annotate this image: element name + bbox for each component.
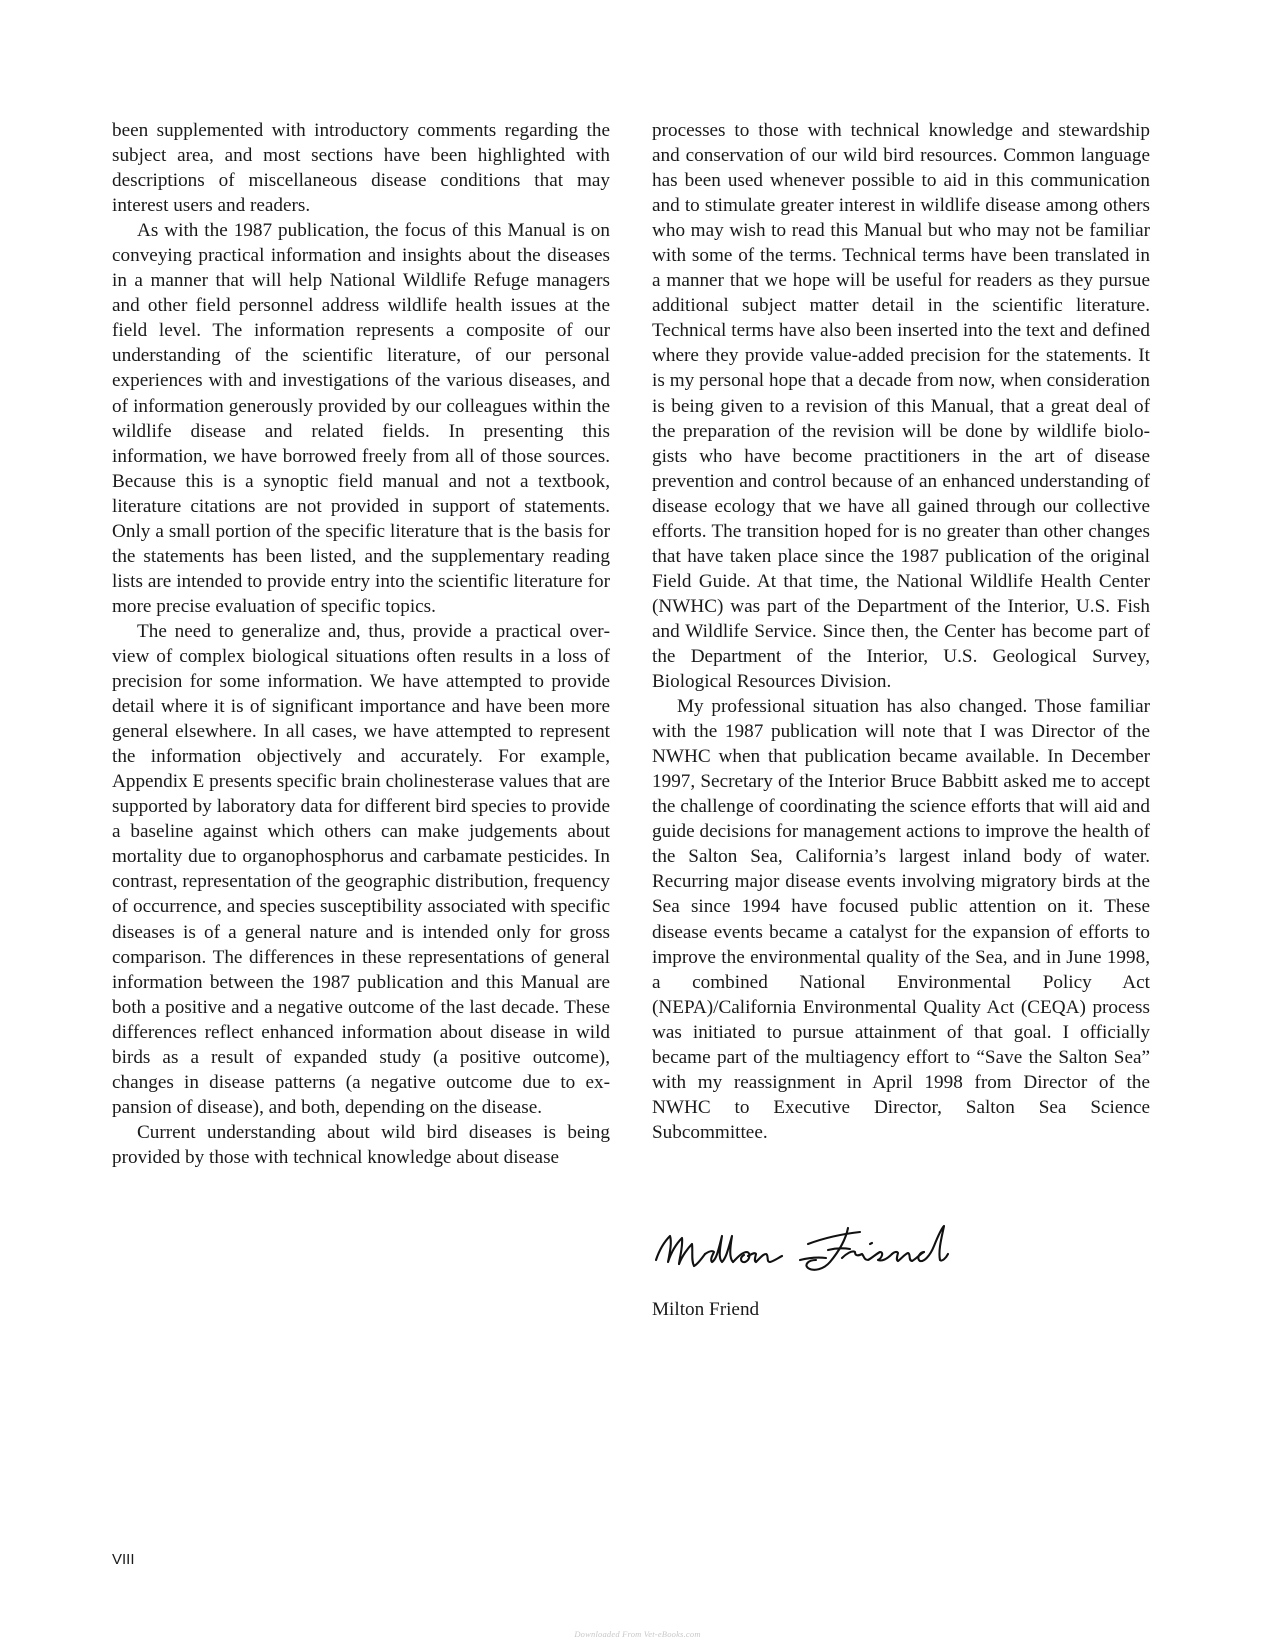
paragraph: As with the 1987 publication, the focus of this Manual is on conveying practical information and insights about the diseases in a manner that will help National Wildlife Refuge managers and other field personnel address wildlife health issues at the field level. The information represents a composite of our understanding of the scientific literature, of our personal experiences with and investigations of the various diseases, and of information generously provided by our colleagues within the wildlife disease and related fields. In presenting this information, we have borrowed freely from all of those sources. Because this is a synoptic field manual and not a textbook, literature citations are not provided in support of statements. Only a small portion of the specific literature that is the basis for the statements has been listed, and the supplementary reading lists are intended to provide entry into the scientific literature for more precise evaluation of specific topics. [112, 220, 610, 617]
signature-block [652, 1222, 982, 1320]
right-text-column [652, 118, 1150, 1145]
page-number: VIII [112, 1551, 135, 1568]
paragraph: My professional situation has also changed. Those familiar with the 1987 publication will note that I was Director of the NWHC when that publication became available. In December 1997, Secretary of the Interior Bruce Babbitt asked me to accept the challenge of coordinating the science efforts that will aid and guide decisions for management actions to improve the health of the Salton Sea, California’s largest inland body of water. Recurring major disease events involving migratory birds at the Sea since 1994 have focused public attention on it. These disease events became a catalyst for the expansion of efforts to improve the environmental quality of the Sea, and in June 1998, a combined National Environmental Policy Act (NEPA)/California Environmental Quality Act (CEQA) process was initiated to pursue attainment of that goal. I officially became part of the multiagency effort to “Save the Salton Sea” with my reassignment in April 1998 from Director of the NWHC to Executive Director, Salton Sea Science Subcommittee. [652, 696, 1150, 1143]
paragraph: The need to generalize and, thus, provide a practical overview of complex biological situations often results in a loss of precision for some information. We have attempted to provide detail where it is of significant importance and have been more general elsewhere. In all cases, we have attempted to represent the information objectively and accurately. For example, Appendix E presents specific brain cholinesterase values that are supported by laboratory data for different bird species to provide a baseline against which others can make judgements about mortality due to organophosphorus and carbamate pesticides. In contrast, representation of the geographic distribution, frequency of occurrence, and species susceptibility associated with specific diseases is of a general nature and is intended only for gross comparison. The differences in these representations of general information between the 1987 publication and this Manual are both a positive and a negative outcome of the last decade. These differences reflect enhanced information about disease in wild birds as a result of expanded study (a positive outcome), changes in disease patterns (a negative outcome due to expansion of disease), and both, depending on the disease. [112, 620, 610, 1118]
paragraph: Current understanding about wild bird diseases is being provided by those with technical knowledge about disease [112, 1121, 610, 1168]
signer-name: Milton Friend [652, 1299, 760, 1320]
paragraph: been supplemented with introductory comments regarding the subject area, and most sections have been highlighted with descriptions of miscellaneous disease conditions that may interest users and readers. [112, 120, 610, 217]
handwritten-signature [652, 1222, 982, 1284]
paragraph: processes to those with technical knowledge and stewardship and conservation of our wild bird resources. Common language has been used whenever possible to aid in this communication and to stimulate greater interest in wildlife disease among others who may wish to read this Manual but who may not be familiar with some of the terms. Technical terms have been translated in a manner that we hope will be useful for readers as they pursue additional subject matter detail in the scientific literature. Technical terms have also been inserted into the text and defined where they provide value-added precision for the statements. It is my personal hope that a decade from now, when consideration is being given to a revision of this Manual, that a great deal of the preparation of the revision will be done by wildlife biologists who have become practitioners in the art of disease prevention and control because of an enhanced understanding of disease ecology that we have all gained through our collective efforts. The transition hoped for is no greater than other changes that have taken place since the 1987 publication of the original Field Guide. At that time, the National Wildlife Health Center (NWHC) was part of the Department of the Interior, U.S. Fish and Wildlife Service. Since then, the Center has become part of the Department of the Interior, U.S. Geological Survey, Biological Resources Division. [652, 120, 1150, 693]
left-text-column [112, 118, 610, 1170]
watermark: Downloaded From Vet-eBooks.com [574, 1629, 701, 1639]
